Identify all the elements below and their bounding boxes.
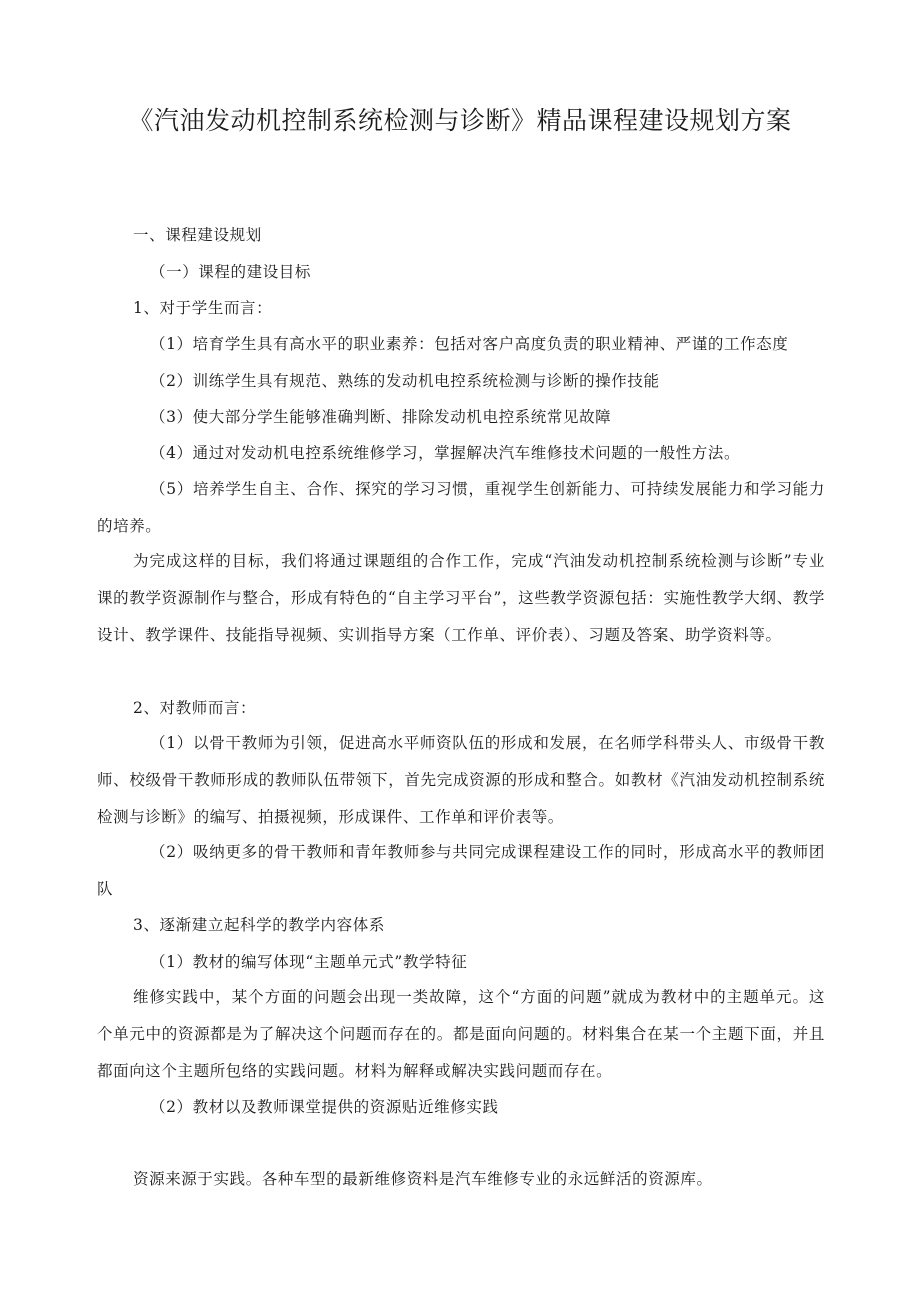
content-item-paragraph: 资源来源于实践。各种车型的最新维修资料是汽车维修专业的永远鲜活的资源库。 [133, 1170, 713, 1188]
student-goal-item: （3）使大部分学生能够准确判断、排除发动机电控系统常见故障 [150, 408, 612, 426]
section-heading-course-planning: 一、课程建设规划 [133, 226, 262, 244]
content-system-heading: 3、逐渐建立起科学的教学内容体系 [133, 916, 385, 934]
student-goal-item: （5）培养学生自主、合作、探究的学习习惯，重视学生创新能力、可持续发展能力和学习能力的培养。 [97, 480, 825, 535]
content-item-paragraph: 维修实践中，某个方面的问题会出现一类故障，这个“方面的问题”就成为教材中的主题单元。这个单元中的资源都是为了解决这个问题而存在的。都是面向问题的。材料集合在某一个主题下面，并且都面向这个主题所包络的实践问题。材料为解释或解决实践问题而存在。 [97, 988, 825, 1080]
teacher-goal-item: （1）以骨干教师为引领，促进高水平师资队伍的形成和发展，在名师学科带头人、市级骨干教师、校级骨干教师形成的教师队伍带领下，首先完成资源的形成和整合。如教材《汽油发动机控制系统检测与诊断》的编写、拍摄视频，形成课件、工作单和评价表等。 [97, 734, 825, 826]
student-goal-item: （2）训练学生具有规范、熟练的发动机电控系统检测与诊断的操作技能 [150, 372, 660, 390]
resources-paragraph: 为完成这样的目标，我们将通过课题组的合作工作，完成“汽油发动机控制系统检测与诊断”专业课的教学资源制作与整合，形成有特色的“自主学习平台”，这些教学资源包括：实施性教学大纲、教学设计、教学课件、技能指导视频、实训指导方案（工作单、评价表）、习题及答案、助学资料等。 [97, 552, 825, 644]
teacher-goal-item: （2）吸纳更多的骨干教师和青年教师参与共同完成课程建设工作的同时，形成高水平的教师团队 [97, 843, 825, 898]
document-title: 《汽油发动机控制系统检测与诊断》精品课程建设规划方案 [128, 106, 792, 135]
subsection-heading-goals: （一）课程的建设目标 [150, 263, 312, 281]
content-item-heading: （2）教材以及教师课堂提供的资源贴近维修实践 [150, 1098, 499, 1116]
students-heading: 1、对于学生而言： [133, 299, 273, 317]
student-goal-item: （4）通过对发动机电控系统维修学习，掌握解决汽车维修技术问题的一般性方法。 [150, 444, 741, 462]
content-item-heading: （1）教材的编写体现“主题单元式”教学特征 [150, 953, 468, 971]
teachers-heading: 2、对教师而言： [133, 699, 257, 717]
student-goal-item: （1）培育学生具有高水平的职业素养：包括对客户高度负责的职业精神、严谨的工作态度 [150, 335, 789, 353]
